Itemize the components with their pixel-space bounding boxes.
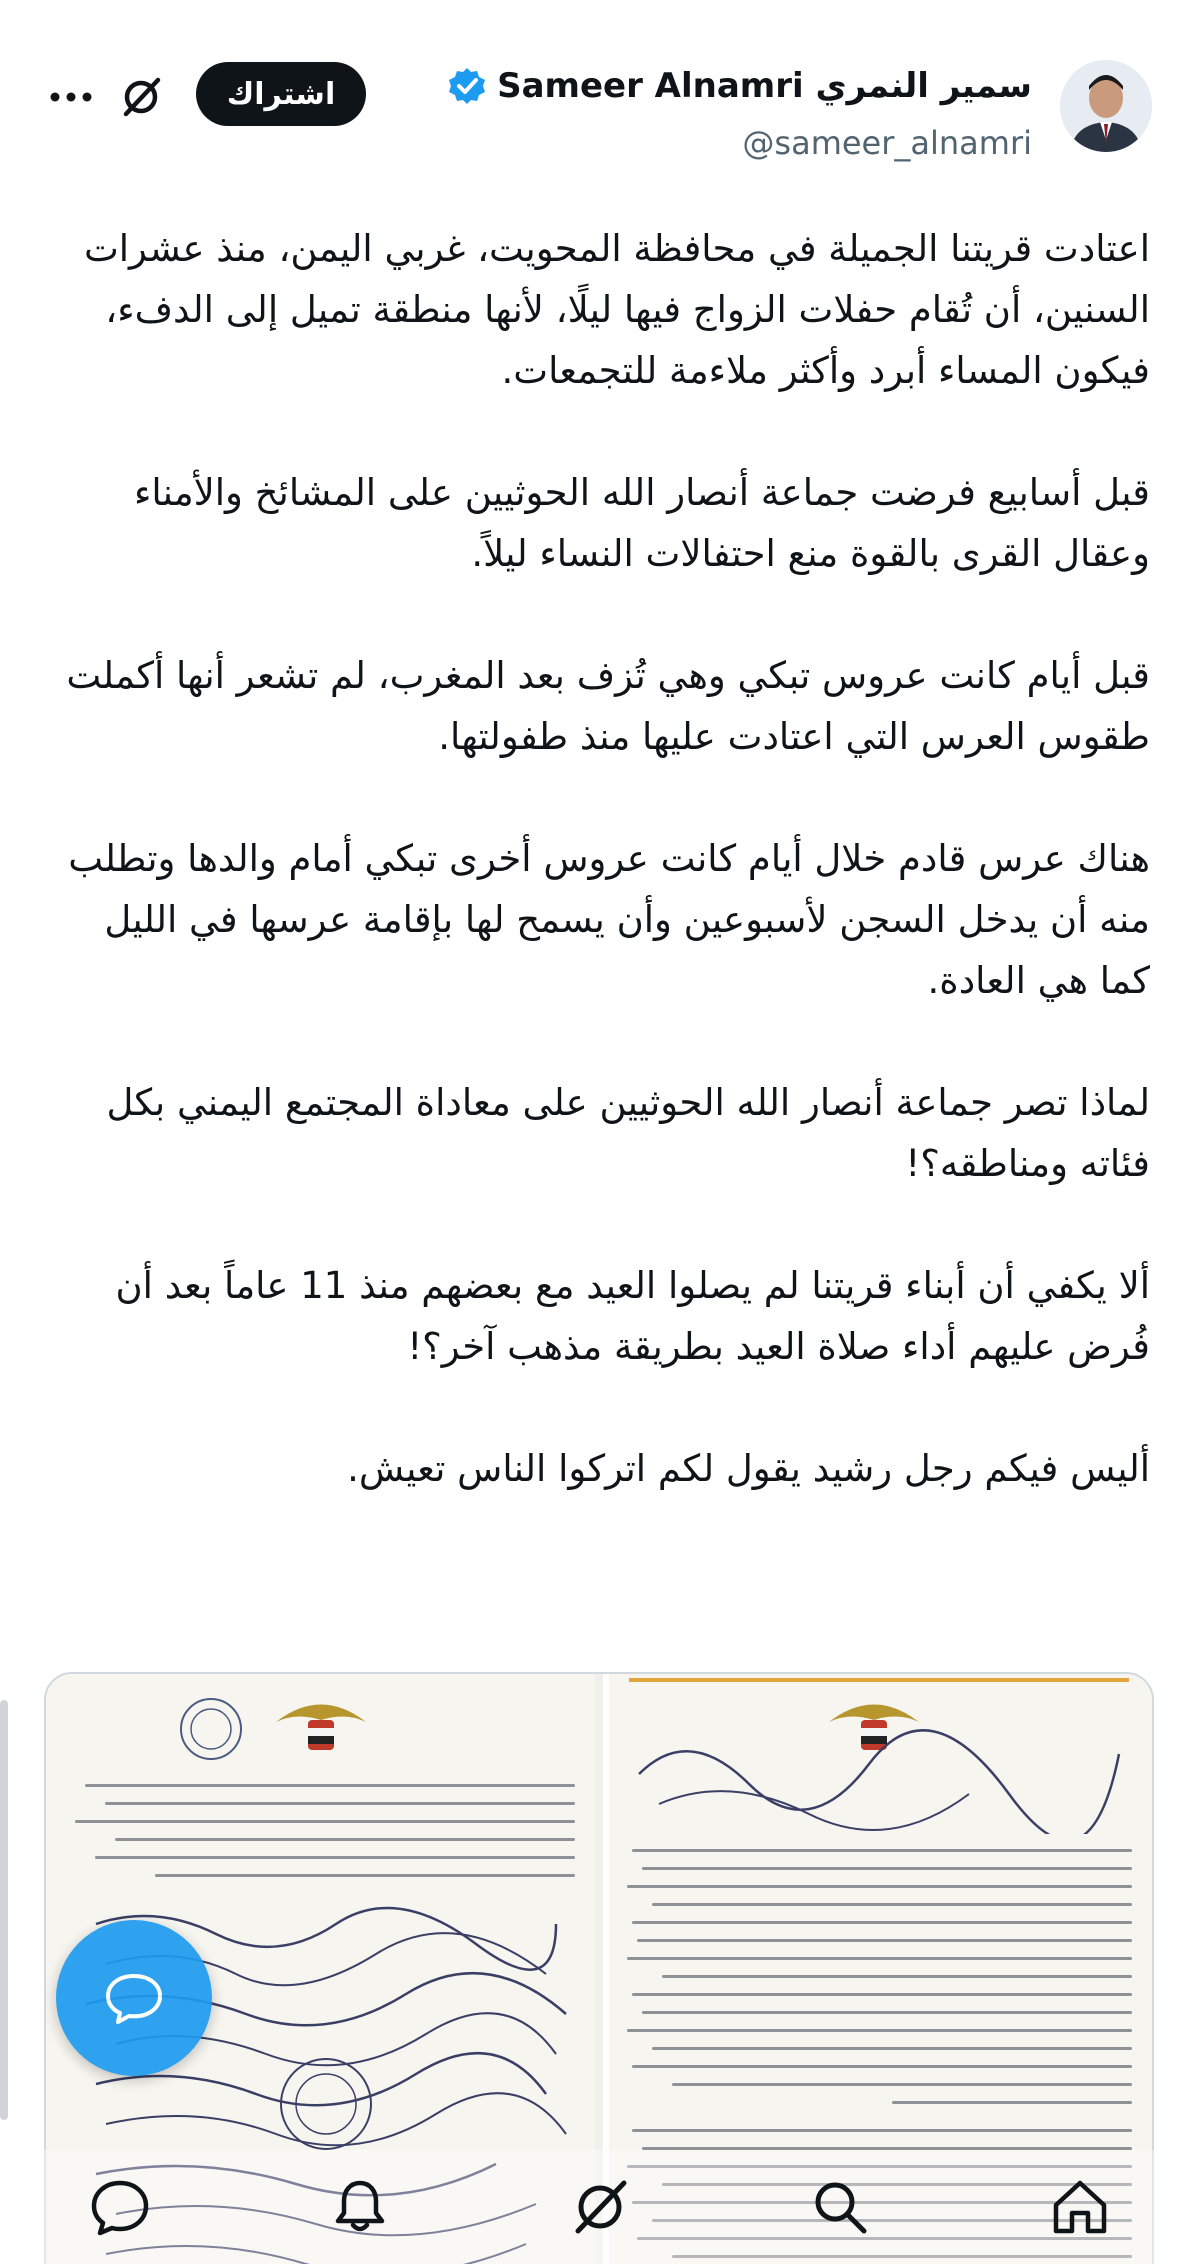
grok-icon [568,2175,632,2239]
nav-grok[interactable] [560,2167,640,2247]
compose-message-button[interactable] [56,1920,212,2076]
bottom-navigation [0,2150,1200,2264]
compose-message-icon [102,1966,166,2030]
tweet-paragraph: اعتادت قريتنا الجميلة في محافظة المحويت، غربي اليمن، منذ عشرات السنين، أن تُقام حفلات الزواج فيها ليلًا، لأنها منطقة تميل إلى الدفء، فيكون المساء أبرد وأكثر ملاءمة للتجمعات. [83,227,1150,392]
search-icon [808,2175,872,2239]
side-edge-handle[interactable] [0,1700,8,2120]
nav-messages[interactable] [80,2167,160,2247]
home-icon [1048,2175,1112,2239]
emblem-icon [266,1692,376,1762]
bell-icon [328,2175,392,2239]
tweet-text [62,218,1150,1560]
tweet-paragraph: هناك عرس قادم خلال أيام كانت عروس أخرى تبكي أمام والدها وتطلب منه أن يدخل السجن لأسبوعين وأن يسمح لها بإقامة عرسها في الليل كما هي العادة. [68,837,1150,1002]
tweet-paragraph: أليس فيكم رجل رشيد يقول لكم اتركوا الناس تعيش. [347,1447,1150,1490]
message-icon [88,2175,152,2239]
subscribe-button[interactable]: اشتراك [196,62,366,126]
author-handle[interactable]: @sameer_alnamri [742,124,1032,162]
tweet-paragraph: قبل أسابيع فرضت جماعة أنصار الله الحوثيين على المشائخ والأمناء وعقال القرى بالقوة منع احتفالات النساء ليلاً. [133,471,1150,575]
author-name-row[interactable] [447,66,1032,106]
more-icon[interactable] [48,74,94,120]
tweet-paragraph: لماذا تصر جماعة أنصار الله الحوثيين على معاداة المجتمع اليمني بكل فئاته ومناطقه؟! [106,1081,1150,1185]
nav-search[interactable] [800,2167,880,2247]
avatar[interactable] [1060,60,1152,152]
nav-notifications[interactable] [320,2167,400,2247]
tweet-paragraph: ألا يكفي أن أبناء قريتنا لم يصلوا العيد مع بعضهم منذ 11 عاماً بعد أن فُرض عليهم أداء صلاة العيد بطريقة مذهب آخر؟! [115,1264,1150,1368]
verified-badge-icon [447,66,487,106]
tweet-header [0,0,1200,200]
author-display-name[interactable]: Sameer Alnamri سمير النمري [497,66,1032,106]
tweet-paragraph: قبل أيام كانت عروس تبكي وهي تُزف بعد المغرب، لم تشعر أنها أكملت طقوس العرس التي اعتادت عليها منذ طفولتها. [66,654,1150,758]
nav-home[interactable] [1040,2167,1120,2247]
grok-icon[interactable] [118,74,164,120]
